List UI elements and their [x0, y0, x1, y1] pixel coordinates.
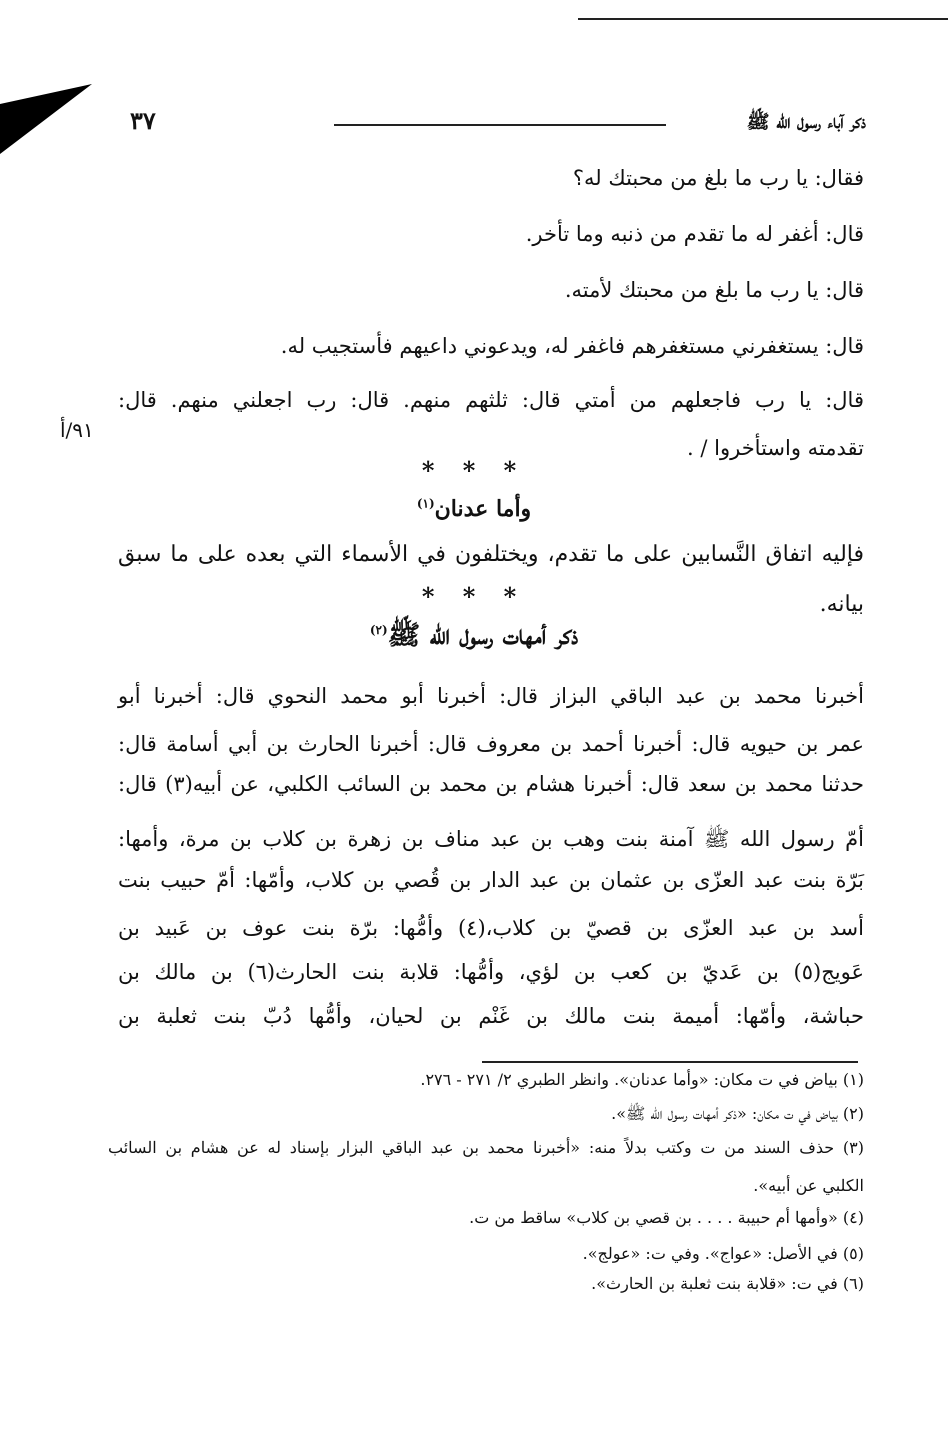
- footnote-3-cont: الكلبي عن أبيه».: [753, 1176, 864, 1195]
- adnan-line-1: فإليه اتفاق النَّسابين على ما تقدم، ويختلفون في الأسماء التي بعده على ما سبق: [118, 542, 864, 567]
- corner-mark: [0, 84, 92, 154]
- text-line-5: حباشة، وأمّها: أميمة بنت مالك بن غَنْم بن لحيان، وأمُّها دُبّ بنت ثعلبة بن: [118, 1004, 864, 1028]
- text-line-1: أمّ رسول الله ﷺ آمنة بنت وهب بن عبد مناف بن زهرة بن كلاب بن مرة، وأمها:: [118, 827, 864, 851]
- body-line-3: قال: يا رب ما بلغ من محبتك لأمته.: [564, 278, 864, 302]
- footnote-rule: [482, 1061, 858, 1063]
- section-divider-stars: * * *: [421, 582, 527, 611]
- running-head-rule: [334, 124, 666, 126]
- text-line-2: بَرّة بنت عبد العزّى بن عثمان بن عبد الدار بن قُصي بن كلاب، وأمّها: أمّ حبيب بنت: [118, 868, 864, 892]
- body-line-6: تقدمته واستأخروا / .: [687, 436, 864, 460]
- footnote-ref: (١): [416, 496, 435, 511]
- body-line-2: قال: أغفر له ما تقدم من ذنبه وما تأخر.: [525, 222, 864, 246]
- section-heading-adnan: [0, 496, 948, 522]
- section-heading-mothers: [0, 618, 948, 658]
- text-line-4: عَويج(٥) بن عَديّ بن كعب بن لؤي، وأمُّها: قلابة بنت الحارث(٦) بن مالك بن: [118, 960, 865, 984]
- section-heading-mothers-text: ذكر أمهات رسول الله ﷺ: [387, 620, 579, 651]
- body-line-4: قال: يستغفرني مستغفرهم فاغفر له، ويدعوني داعيهم فأستجيب له.: [280, 334, 864, 358]
- page-number: ٣٧: [130, 106, 156, 135]
- footnote-5: (٥) في الأصل: «عواج». وفي ت: «عولج».: [582, 1244, 864, 1263]
- footnote-2: (٢) بياض في ت مكان: «ذكر أمهات رسول الله ﷺ».: [611, 1104, 864, 1123]
- section-divider-stars: * * *: [421, 456, 527, 485]
- footnote-4: (٤) «وأمها أم حبيبة . . . . بن قصي بن كلاب» ساقط من ت.: [469, 1208, 864, 1227]
- text-line-3: أسد بن عبد العزّى بن قصيّ بن كلاب،(٤) وأمُّها: برّة بنت عوف بن عَبيد بن: [118, 916, 864, 940]
- body-line-5: قال: يا رب فاجعلهم من أمتي قال: ثلثهم منهم. قال: رب اجعلني منهم. قال:: [118, 388, 864, 412]
- section-heading-adnan-text: وأما عدنان: [434, 496, 532, 522]
- footnote-ref: (٢): [369, 623, 388, 637]
- isnad-line-2: عمر بن حيويه قال: أخبرنا أحمد بن معروف قال: أخبرنا الحارث بن أبي أسامة قال:: [118, 732, 864, 756]
- isnad-line-1: أخبرنا محمد بن عبد الباقي البزاز قال: أخبرنا أبو محمد النحوي قال: أخبرنا أبو: [118, 684, 864, 708]
- isnad-line-3: حدثنا محمد بن سعد قال: أخبرنا هشام بن محمد بن السائب الكلبي، عن أبيه(٣) قال:: [118, 772, 865, 796]
- top-rule: [578, 18, 948, 20]
- running-head-title: ذكر آباء رسول الله ﷺ: [746, 111, 866, 133]
- footnote-6: (٦) في ت: «قلابة بنت ثعلبة بن الحارث».: [591, 1274, 864, 1293]
- adnan-line-2: بيانه.: [819, 592, 864, 617]
- margin-folio-note: ٩١/أ: [60, 418, 94, 442]
- footnote-3: (٣) حذف السند من ت وكتب بدلاً منه: «أخبرنا محمد بن عبد الباقي البزار بإسناد له عن هشام بن السائب: [108, 1138, 865, 1157]
- footnote-1: (١) بياض في ت مكان: «وأما عدنان». وانظر الطبري ٢/ ٢٧١ - ٢٧٦.: [420, 1070, 864, 1089]
- running-head: [130, 106, 866, 140]
- body-line-1: فقال: يا رب ما بلغ من محبتك له؟: [572, 166, 864, 190]
